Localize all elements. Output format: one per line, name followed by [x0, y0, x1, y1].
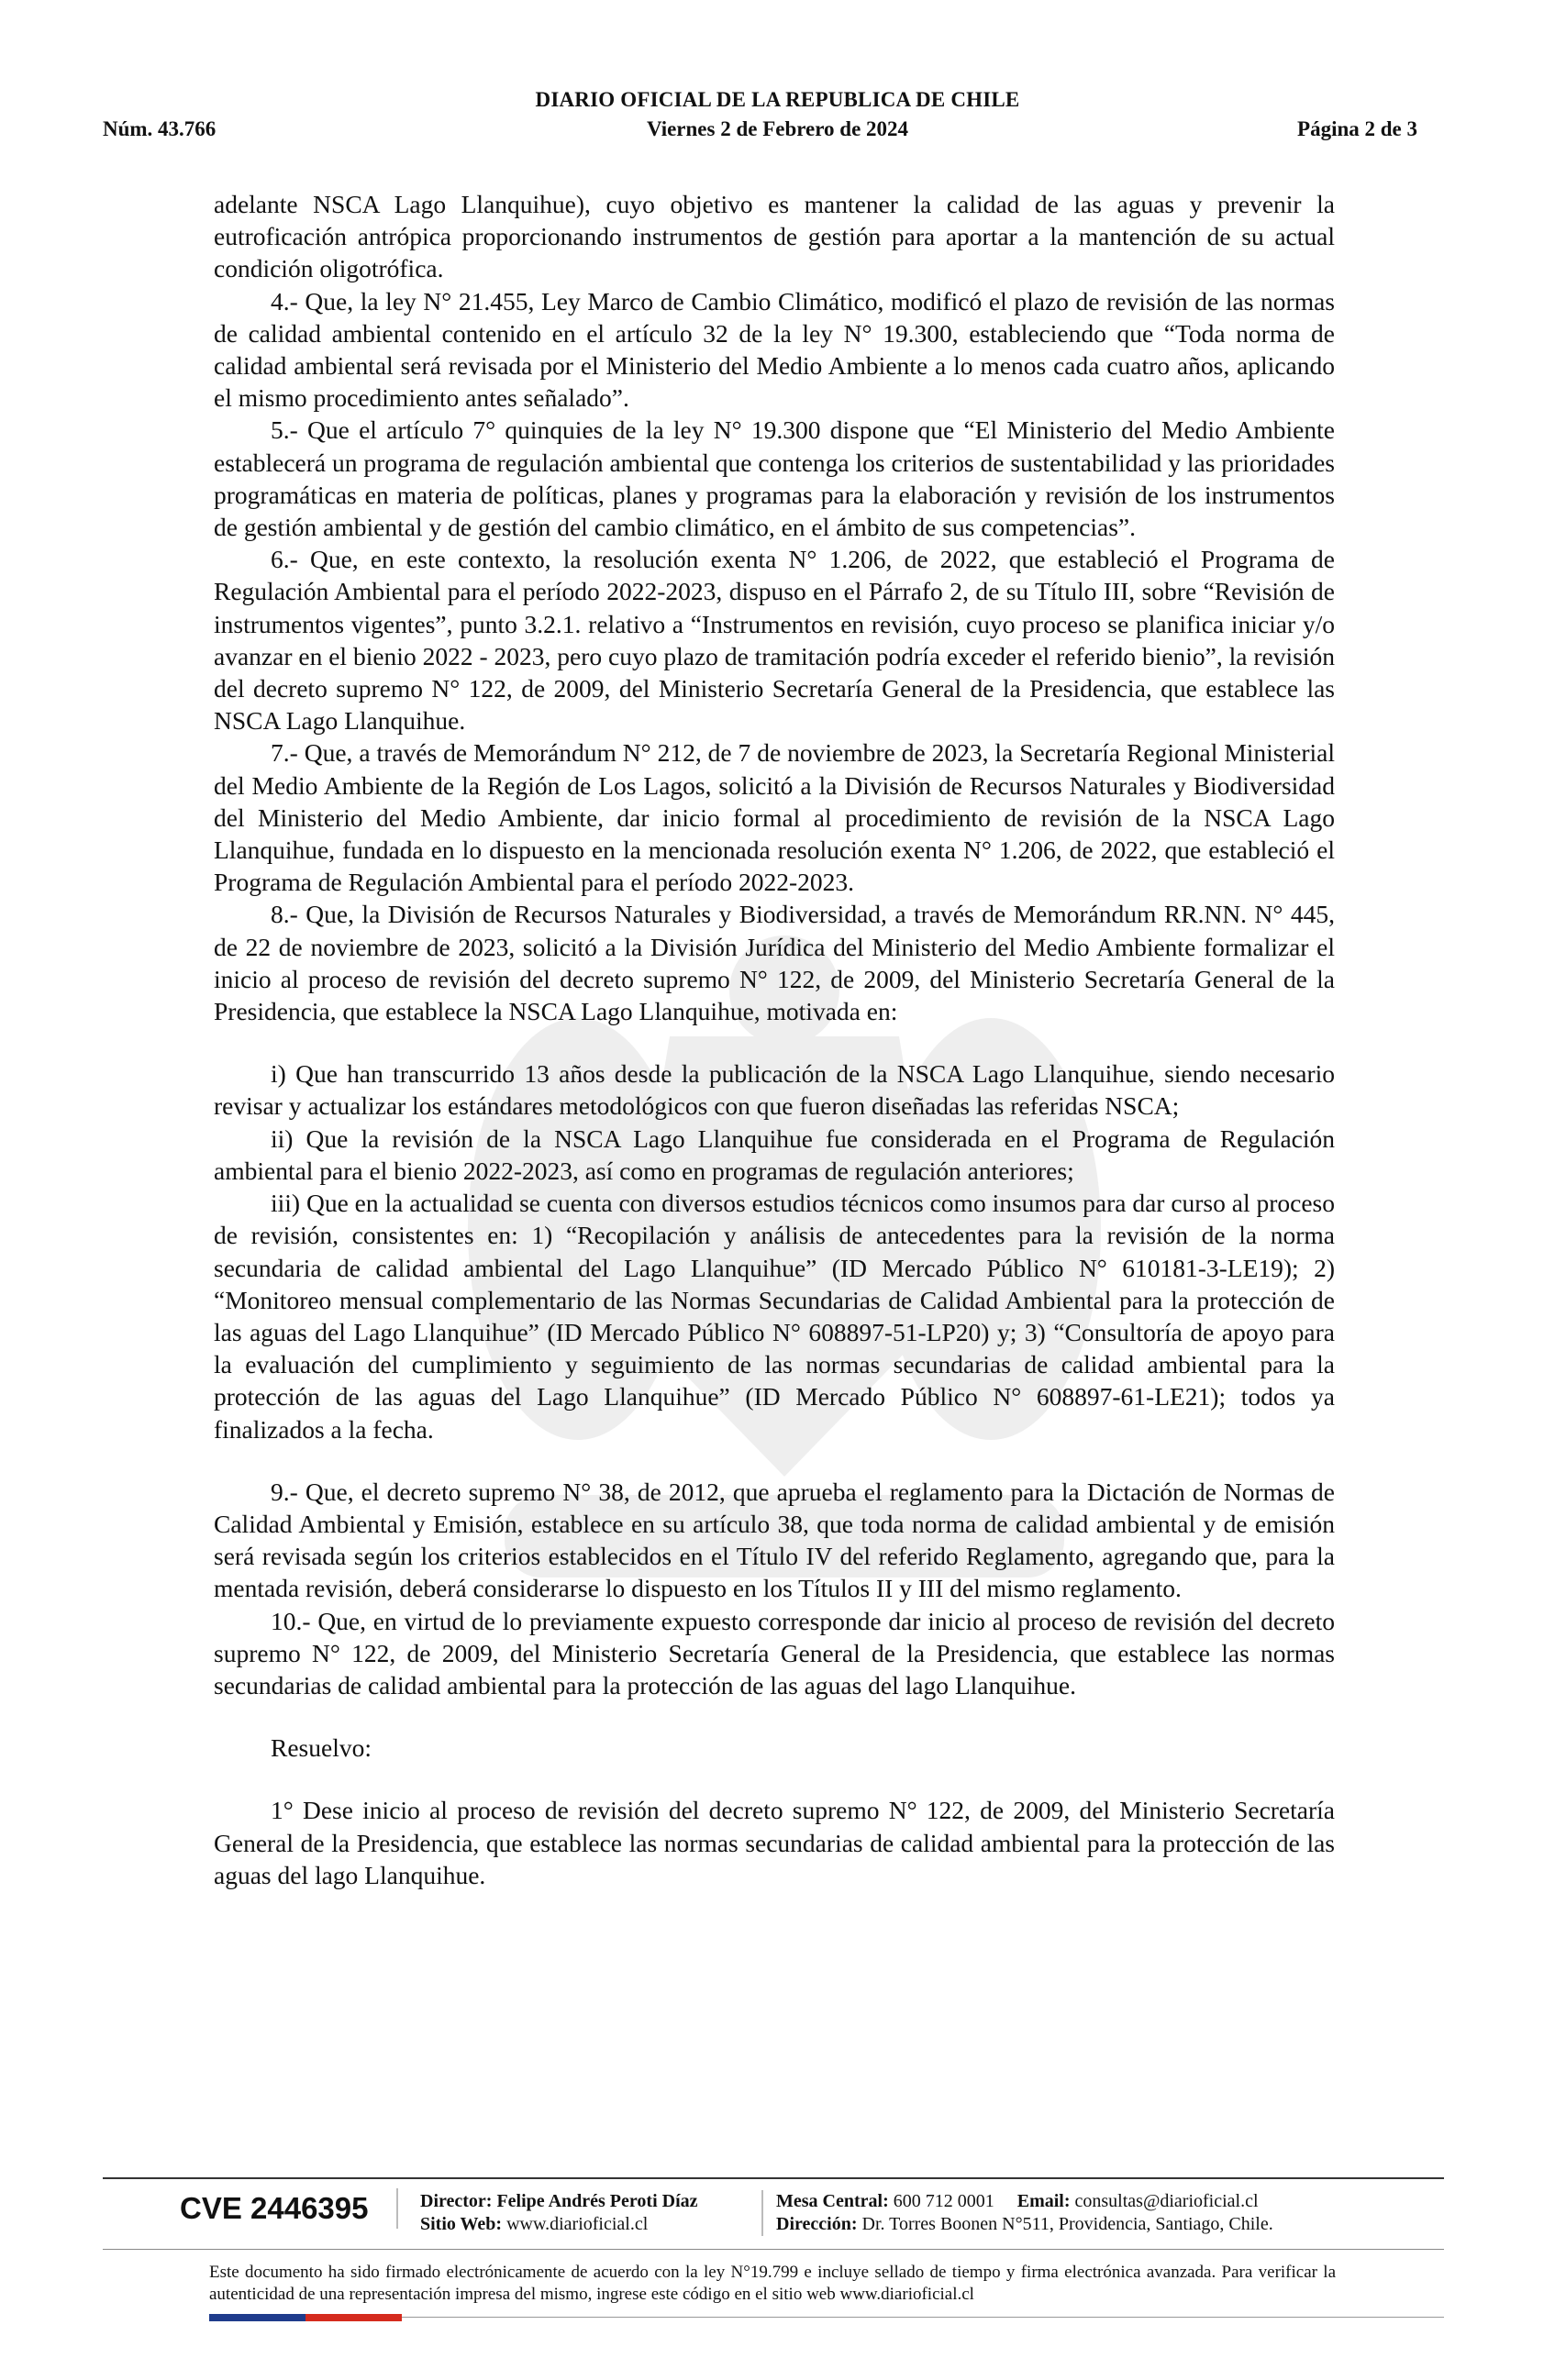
paragraph-item-ii: ii) Que la revisión de la NSCA Lago Llanquihue fue considerada en el Programa de Regulación ambiental para el bienio 2022-2023, así como en programas de regulación anteriores;: [214, 1124, 1335, 1185]
issue-date: Viernes 2 de Febrero de 2024: [646, 117, 909, 140]
flag-color-bar: [209, 2314, 402, 2321]
paragraph-continuation: adelante NSCA Lago Llanquihue), cuyo objetivo es mantener la calidad de las aguas y prevenir la eutroficación antrópica proporcionando instrumentos de gestión para aportar a la mantención de su actual condición oligotrófica.: [214, 190, 1335, 283]
paragraph-considerando-4: 4.- Que, la ley N° 21.455, Ley Marco de Cambio Climático, modificó el plazo de revisión de las normas de calidad ambiental contenido en el artículo 32 de la ley N° 19.300, estableciendo que “Toda norma de calidad ambiental será revisada por el Ministerio del Medio Ambiente a lo menos cada cuatro años, aplicando el mismo procedimiento antes señalado”.: [214, 286, 1335, 413]
signature-disclaimer: Este documento ha sido firmado electrónicamente de acuerdo con la ley N°19.799 e incluye sellado de tiempo y firma electrónica avanzada. Para verificar la autenticidad de una representación impresa del mismo, ingrese este código en el sitio web www.diarioficial.cl: [209, 2263, 1336, 2304]
footer-contact-block: [761, 2190, 1273, 2236]
paragraph-considerando-7: 7.- Que, a través de Memorándum N° 212, de 7 de noviembre de 2023, la Secretaría Regional Ministerial del Medio Ambiente de la Región de Los Lagos, solicitó a la División de Recursos Naturales y Biodiversidad del Ministerio del Medio Ambiente, dar inicio formal al procedimiento de revisión de la NSCA Lago Llanquihue, fundada en lo dispuesto en la mencionada resolución exenta N° 1.206, de 2022, que estableció el Programa de Regulación Ambiental para el período 2022-2023.: [214, 738, 1335, 897]
email-link[interactable]: consultas@diarioficial.cl: [1074, 2191, 1259, 2211]
website-link[interactable]: www.diarioficial.cl: [506, 2214, 649, 2234]
mesa-phone: 600 712 0001: [893, 2191, 994, 2211]
document-body: [214, 188, 1335, 1891]
footer-divider-secondary: [103, 2249, 1444, 2250]
paragraph-considerando-10: 10.- Que, en virtud de lo previamente expuesto corresponde dar inicio al proceso de revisión del decreto supremo N° 122, de 2009, del Ministerio Secretaría General de la Presidencia, que establece las normas secundarias de calidad ambiental para la protección de las aguas del lago Llanquihue.: [214, 1606, 1335, 1699]
paragraph-considerando-5: 5.- Que el artículo 7° quinquies de la ley N° 19.300 dispone que “El Ministerio del Medio Ambiente establecerá un programa de regulación ambiental que contenga los criterios de sustentabilidad y las prioridades programáticas en materia de políticas, planes y programas para la elaboración y revisión de los instrumentos de gestión ambiental y de gestión del cambio climático, en el ámbito de sus competencias”.: [214, 415, 1335, 542]
paragraph-considerando-9: 9.- Que, el decreto supremo N° 38, de 2012, que aprueba el reglamento para la Dictación de Normas de Calidad Ambiental y Emisión, establece en su artículo 38, que toda norma de calidad ambiental y de emisión será revisada según los criterios establecidos en el Título IV del referido Reglamento, agregando que, para la mentada revisión, deberá considerarse lo dispuesto en los Títulos II y III del mismo reglamento.: [214, 1477, 1335, 1603]
masthead-title: DIARIO OFICIAL DE LA REPUBLICA DE CHILE: [535, 88, 1020, 111]
mesa-label: Mesa Central:: [776, 2191, 889, 2211]
footer-divider: [103, 2177, 1444, 2179]
page-number: Página 2 de 3: [1297, 117, 1417, 140]
paragraph-considerando-6: 6.- Que, en este contexto, la resolución exenta N° 1.206, de 2022, que estableció el Programa de Regulación Ambiental para el período 2022-2023, dispuso en el Párrafo 2, de su Título III, sobre “Revisión de instrumentos vigentes”, punto 3.2.1. relativo a “Instrumentos en revisión, cuyo proceso se planifica iniciar y/o avanzar en el bienio 2022 - 2023, pero cuyo plazo de tramitación podría exceder el referido bienio”, la revisión del decreto supremo N° 122, de 2009, del Ministerio Secretaría General de la Presidencia, que establece las NSCA Lago Llanquihue.: [214, 545, 1335, 736]
address-label: Dirección:: [776, 2214, 858, 2234]
flag-red-segment: [305, 2314, 402, 2321]
cve-code: CVE 2446395: [180, 2188, 398, 2229]
director-label: Director: Felipe Andrés Peroti Díaz: [420, 2191, 698, 2211]
paragraph-considerando-8: 8.- Que, la División de Recursos Naturales y Biodiversidad, a través de Memorándum RR.NN. N° 445, de 22 de noviembre de 2023, solicitó a la División Jurídica del Ministerio del Medio Ambiente formalizar el inicio al proceso de revisión del decreto supremo N° 122, de 2009, del Ministerio Secretaría General de la Presidencia, que establece la NSCA Lago Llanquihue, motivada en:: [214, 900, 1335, 1026]
resuelvo-heading: Resuelvo:: [271, 1733, 372, 1763]
paragraph-item-iii: iii) Que en la actualidad se cuenta con diversos estudios técnicos como insumos para dar curso al proceso de revisión, consistentes en: 1) “Recopilación y análisis de antecedentes para la revisión de la norma secundaria de calidad ambiental del Lago Llanquihue” (ID Mercado Público N° 610181-3-LE19); 2) “Monitoreo mensual complementario de las Normas Secundarias de Calidad Ambiental para la protección de las aguas del Lago Llanquihue” (ID Mercado Público N° 608897-51-LP20) y; 3) “Consultoría de apoyo para la evaluación del cumplimiento y seguimiento de las normas secundarias de calidad ambiental para la protección de las aguas del Lago Llanquihue” (ID Mercado Público N° 608897-61-LE21); todos ya finalizados a la fecha.: [214, 1189, 1335, 1444]
email-label: Email:: [1016, 2191, 1071, 2211]
footer-bottom-rule: [402, 2317, 1444, 2318]
footer-director-block: [420, 2190, 698, 2236]
flag-blue-segment: [209, 2314, 305, 2321]
paragraph-item-i: i) Que han transcurrido 13 años desde la publicación de la NSCA Lago Llanquihue, siendo necesario revisar y actualizar los estándares metodológicos con que fueron diseñadas las referidas NSCA;: [214, 1059, 1335, 1121]
issue-number: Núm. 43.766: [103, 117, 217, 140]
website-label: Sitio Web:: [420, 2214, 503, 2234]
address-text: Dr. Torres Boonen N°511, Providencia, Santiago, Chile.: [861, 2214, 1273, 2234]
paragraph-resolution-1: 1° Dese inicio al proceso de revisión del decreto supremo N° 122, de 2009, del Ministerio Secretaría General de la Presidencia, que establece las normas secundarias de calidad ambiental para la protección de las aguas del lago Llanquihue.: [214, 1796, 1335, 1889]
